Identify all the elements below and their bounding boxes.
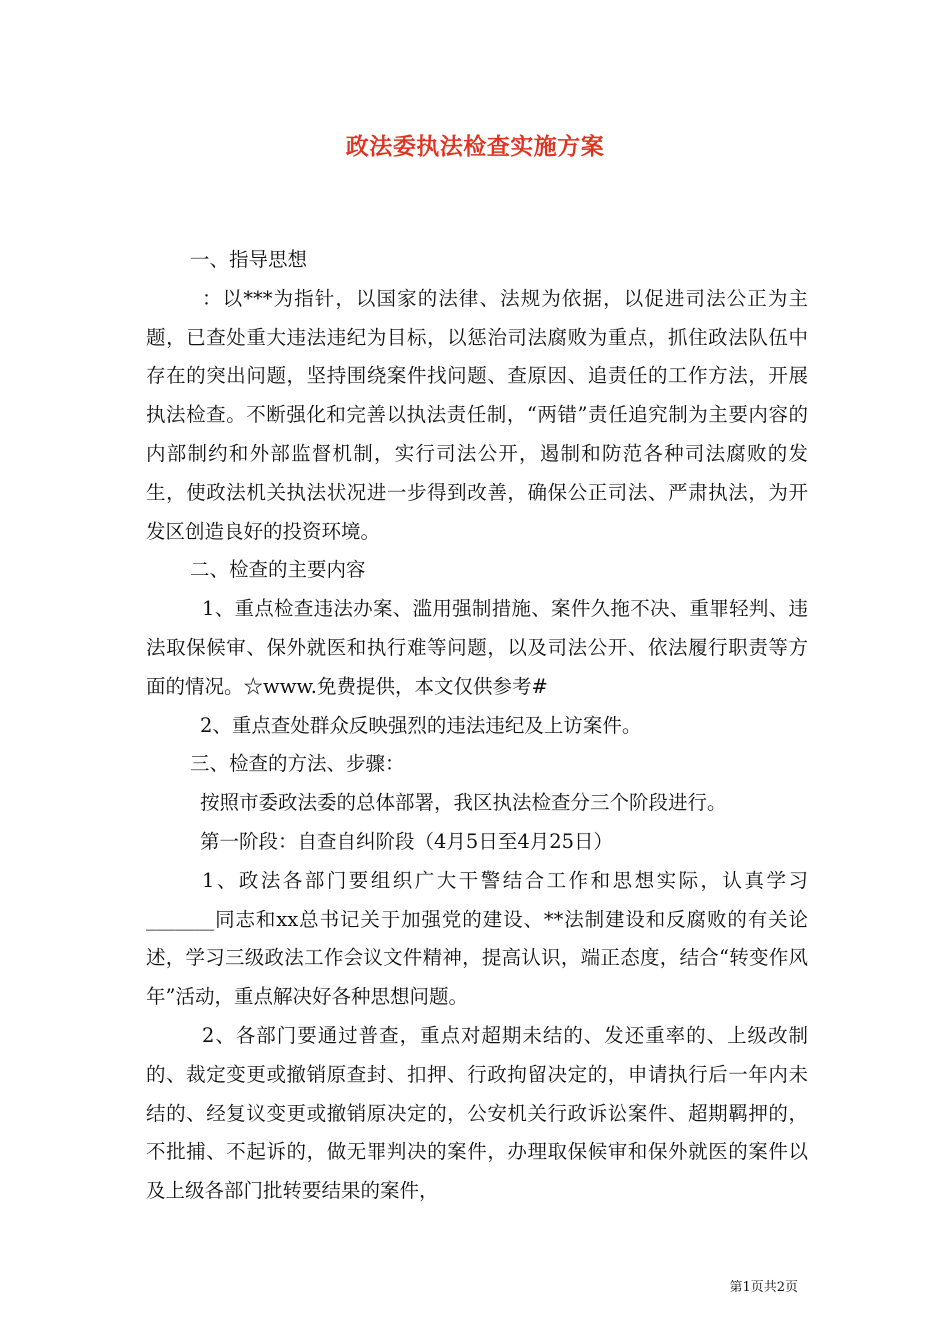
paragraph-content-item-1: 1、重点检查违法办案、滥用强制措施、案件久拖不决、重罪轻判、违法取保候审、保外就医和执行难等问题，以及司法公开、依法履行职责等方面的情况。☆www.免费提供，本文仅供参考# — [146, 597, 808, 698]
paragraph-stage-one-heading: 第一阶段：自查自纠阶段（4月5日至4月25日） — [200, 829, 614, 853]
section-heading-methods-steps: 三、检查的方法、步骤： — [190, 752, 405, 776]
paragraph-guiding-ideology: ：以***为指针，以国家的法律、法规为依据，以促进司法公正为主题，已查处重大违法违纪为目标，以惩治司法腐败为重点，抓住政法队伍中存在的突出问题，坚持围绕案件找问题、查原因、追责任的工作方法，开展执法检查。不断强化和完善以执法责任制，“两错”责任追究制为主要内容的内部制约和外部监督机制，实行司法公开，遏制和防范各种司法腐败的发生，使政法机关执法状况进一步得到改善，确保公正司法、严肃执法，为开发区创造良好的投资环境。 — [146, 286, 808, 543]
paragraph-content-item-2: 2、重点查处群众反映强烈的违法违纪及上访案件。 — [200, 713, 642, 737]
page-number: 第1页共2页 — [729, 1280, 798, 1295]
section-heading-guiding-ideology: 一、指导思想 — [190, 248, 308, 271]
paragraph-stage-one-item-2: 2、各部门要通过普查，重点对超期未结的、发还重率的、上级改制的、裁定变更或撤销原查封、扣押、行政拘留决定的，申请执行后一年内未结的、经复议变更或撤销原决定的，公安机关行政诉讼案件、超期羁押的，不批捕、不起诉的，做无罪判决的案件，办理取保候审和保外就医的案件以及上级各部门批转要结果的案件， — [146, 1023, 808, 1203]
section-heading-main-content: 二、检查的主要内容 — [190, 558, 366, 582]
document-body — [146, 241, 808, 1211]
document-title: 政法委执法检查实施方案 — [345, 133, 605, 160]
paragraph-methods-intro: 按照市委政法委的总体部署，我区执法检查分三个阶段进行。 — [200, 791, 727, 815]
paragraph-stage-one-item-1: 1、政法各部门要组织广大干警结合工作和思想实际，认真学习_______同志和xx总书记关于加强党的建设、**法制建设和反腐败的有关论述，学习三级政法工作会议文件精神，提高认识，端正态度，结合“转变作风年”活动，重点解决好各种思想问题。 — [146, 868, 808, 1009]
